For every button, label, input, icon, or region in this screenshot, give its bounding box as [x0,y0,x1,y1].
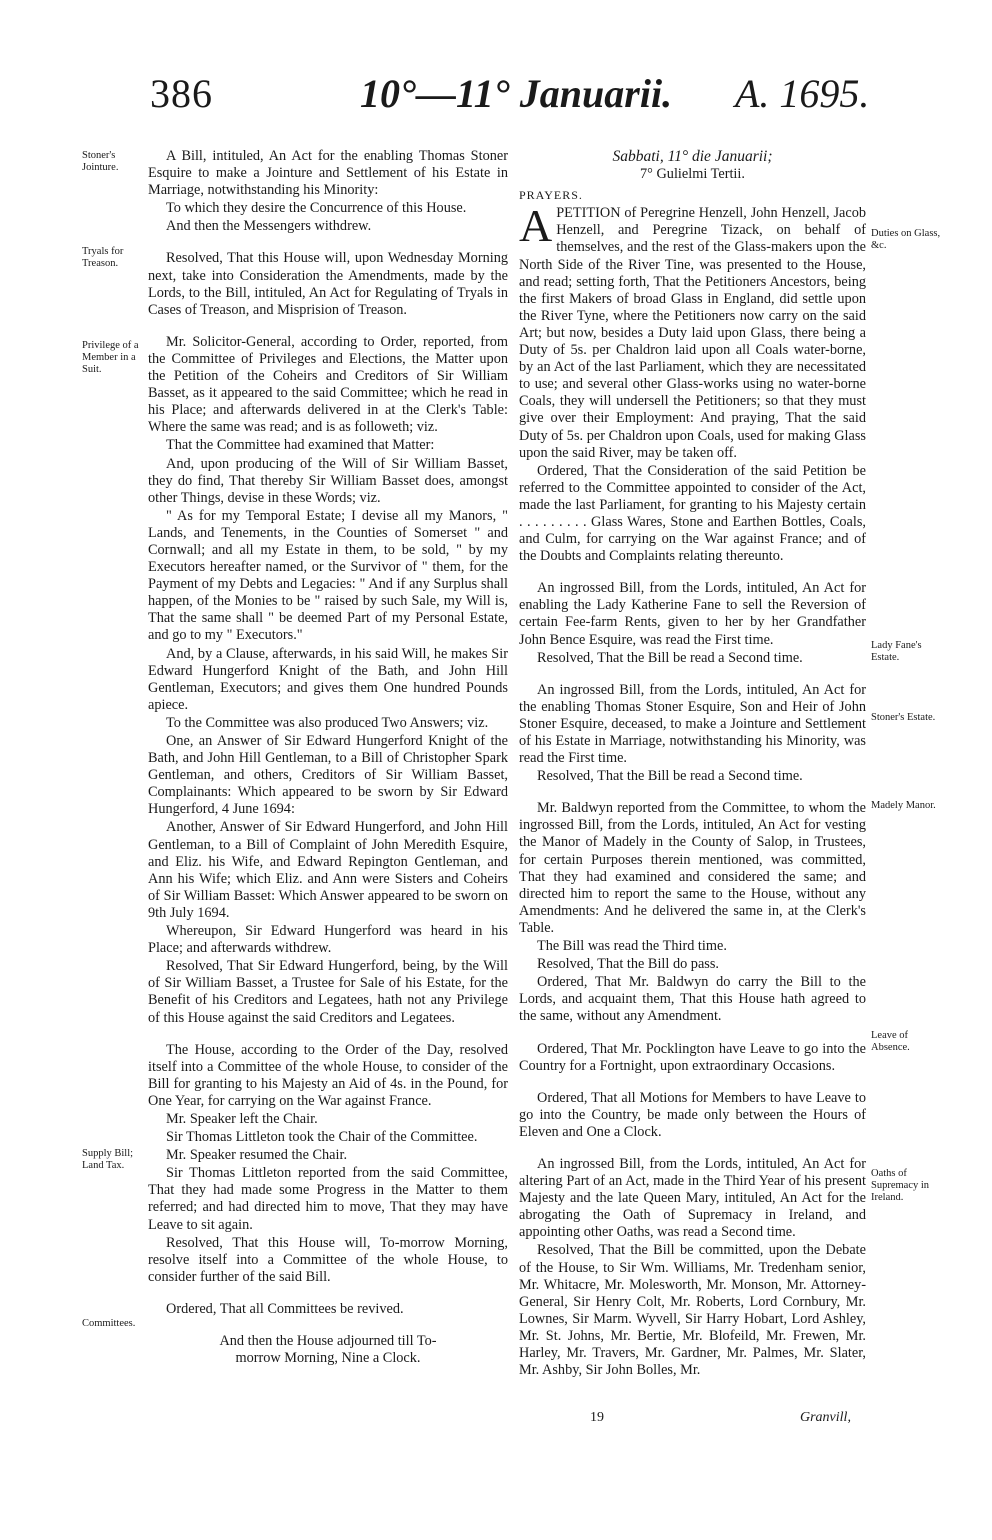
paragraph: Resolved, That the Bill be committed, upon the Debate of the House, to Sir Wm. Williams, Mr. Tredenham senior, Mr. Whitacre, Mr. Molesworth, Mr. Monson, Mr. Attorney-General, Sir Henry Colt, Mr. Roberts, Lord Cornbury, Mr. Lownes, Sir Marm. Wyvell, Sir Harry Hobart, Lord Ashley, Mr. St. Johns, Mr. Bertie, Mr. Blofeild, Mr. Frewen, Mr. Harley, Mr. Travers, Mr. Gardner, Mr. Palmes, Mr. Slater, Mr. Ashby, Sir John Bolles, Mr. [519,1242,866,1379]
regnal-year: 7° Gulielmi Tertii. [640,166,745,183]
left-column [148,148,508,1382]
paragraph: Resolved, That this House will, upon Wednesday Morning next, take into Consideration the Amendments, made by the Lords, to the Bill, intituled, An Act for Regulating of Tryals in Cases of Treason, and Misprision of Treason. [148,250,508,318]
paragraph: Ordered, That Mr. Baldwyn do carry the Bill to the Lords, and acquaint them, That this House hath agreed to the same, without any Amendment. [519,974,866,1025]
paragraph: One, an Answer of Sir Edward Hungerford Knight of the Bath, and John Hill Gentleman, to a Bill of Christopher Spark Gentleman, and others, Creditors of Sir William Basset, Complainants: Which appeared to be sworn by Sir Edward Hungerford, 4 June 1694: [148,733,508,818]
margin-note: Leave of Absence. [871,1030,910,1053]
paragraph: Sir Thomas Littleton took the Chair of the Committee. [166,1129,478,1146]
catchword: Granvill, [800,1410,851,1425]
margin-note: Stoner's Jointure. [82,150,119,173]
margin-note: Stoner's Estate. [871,712,936,723]
paragraph: Mr. Speaker resumed the Chair. [166,1147,348,1164]
paragraph: Resolved, That the Bill be read a Second time. [537,649,803,666]
paragraph: Resolved, That Sir Edward Hungerford, being, by the Will of Sir William Basset, a Trustee for Sale of his Estate, for the Benefit of his Creditors and Legatees, hath not any Privilege of this House against the said Creditors and Legatees. [148,958,508,1026]
paragraph: Mr. Baldwyn reported from the Committee, to whom the ingrossed Bill, from the Lords, intituled, An Act for vesting the Manor of Madely in the County of Salop, in Trustees, for certain Purposes therein mentioned, was committed, That they had examined and considered the same; and directed him to report the same to the House, without any Amendments: And he delivered the same in, at the Clerk's Table. [519,800,866,936]
year: A. 1695. [735,71,870,116]
paragraph: And, upon producing of the Will of Sir William Basset, they do find, That thereby Sir William Basset does, amongst other Things, devise in these Words; viz. [148,455,508,506]
paragraph: Mr. Solicitor-General, according to Order, reported, from the Committee of Privileges and Elections, the Matter upon the Petition of the Coheirs and Creditors of Sir William Basset, as it appeared to the said Committee; which he read in his Place; and afterwards delivered in at the Clerk's Table: Where the same was read; and is as followeth; viz. [148,333,508,436]
margin-note: Tryals for Treason. [82,246,124,269]
paragraph: That the Committee had examined that Matter: [166,437,435,454]
paragraph: APETITION of Peregrine Henzell, John Henzell, Jacob Henzell, and Peregrine Tizack, on behalf of themselves, and the rest of the Glass-makers upon the North Side of the River Tine, was presented to the House, and read; setting forth, That the Petitioners Ancestors, being the first Makers of broad Glass in England, did settle upon the River Tyne, where the Petitioners now carry on the said Art; but now, besides a Duty laid upon Glass, there being a Duty of 5s. per Chaldron laid upon all Coals water-borne, by an Act of the last Parliament, which they are necessitated to use; and several other Glass-works using no water-borne Coals, they will undersell the Petitioners; so that they must give over their Employment: And praying, That the said Duty of 5s. per Chaldron upon Coals, used for making Glass upon the said River, may be taken off. [519,200,866,461]
paragraph: To which they desire the Concurrence of this House. [166,200,467,217]
paragraph: Mr. Speaker left the Chair. [166,1110,318,1127]
margin-note: Committees. [82,1318,136,1329]
adjournment: And then the House adjourned till To-morrow Morning, Nine a Clock. [219,1333,437,1367]
paragraph: The Bill was read the Third time. [537,938,727,955]
page-header [0,70,992,140]
paragraph: Whereupon, Sir Edward Hungerford was heard in his Place; and afterwards withdrew. [148,923,508,957]
paragraph: And then the Messengers withdrew. [166,218,372,235]
paragraph: Resolved, That the Bill do pass. [537,956,720,973]
margin-note: Supply Bill; Land Tax. [82,1148,134,1171]
paragraph: Resolved, That this House will, To-morrow Morning, resolve itself into a Committee of the whole House, to consider further of the said Bill. [148,1234,508,1285]
paragraph: An ingrossed Bill, from the Lords, intituled, An Act for altering Part of an Act, made in the Third Year of his present Majesty and the late Queen Mary, intituled, An Act for the abrogating the Oath of Supremacy in Ireland, and appointing other Oaths, was read a Second time. [519,1155,866,1241]
margin-note: Madely Manor. [871,800,936,811]
drop-cap: A [519,200,553,252]
paragraph: Ordered, That all Motions for Members to have Leave to go into the Country, be made only between the Hours of Eleven and One a Clock. [519,1089,866,1140]
paragraph: Another, Answer of Sir Edward Hungerford, and John Hill Gentleman, to a Bill of Complaint of John Meredith Esquire, and Eliz. his Wife, and Edward Repington Gentleman, and Ann his Wife; which Eliz. and Ann were Sisters and Coheirs of Sir William Basset: Which Answer appeared to be sworn on 9th July 1694. [148,819,508,921]
paragraph: Resolved, That the Bill be read a Second time. [537,768,803,785]
signature-mark: 19 [590,1410,604,1425]
paragraph: An ingrossed Bill, from the Lords, intituled, An Act for enabling the Lady Katherine Fane to sell the Reversion of certain Fee-farm Rents, given to her by her Grandfather John Bence Esquire, was read the First time. [519,580,866,648]
prayers-heading: PRAYERS. [519,188,583,203]
right-column [519,148,866,1394]
margin-note: Privilege of a Member in a Suit. [82,340,139,375]
quotation: " As for my Temporal Estate; I devise all my Manors, " Lands, and Tenements, in the Counties of Somerset " and Cornwall; and all my Estate in them, to be sold, " by my Executors hereafter named, or the Survivor of " them, for the Payment of my Debts and Legacies: " And if any Surplus shall happen, of the Monies to be " raised by such Sale, my Will is, That the same shall " be deemed Part of my Personal Estate, and go to my " Executors." [148,507,508,644]
margin-note: Duties on Glass, &c. [871,228,941,251]
paragraph: Ordered, That the Consideration of the said Petition be referred to the Committee appointed to consider of the Act, made the last Parliament, for granting to his Majesty certain . . . . . . . . . Glass Wares, Stone and Earthen Bottles, Coals, and Culm, for carrying on the War against France; and of the Doubts and Complaints relating thereunto. [519,462,866,565]
running-title: 10°—11° Januarii. [360,71,673,116]
paragraph: A Bill, intituled, An Act for the enabling Thomas Stoner Esquire to make a Jointure and Settlement of his Estate in Marriage, notwithstanding his Minority: [148,148,508,199]
page-number: 386 [150,71,213,116]
paragraph: Ordered, That all Committees be revived. [166,1300,404,1317]
margin-note: Lady Fane's Estate. [871,640,922,663]
paragraph: The House, according to the Order of the Day, resolved itself into a Committee of the whole House, to consider of the Bill for granting to his Majesty an Aid of 4s. in the Pound, for One Year, for carrying on the War against France. [148,1041,508,1109]
paragraph: An ingrossed Bill, from the Lords, intituled, An Act for the enabling Thomas Stoner Esquire, Son and Heir of John Stoner Esquire, deceased, to make a Jointure and Settlement of his Estate in Marriage, notwithstanding his Minority, was read the First time. [519,681,866,767]
paragraph: Ordered, That Mr. Pocklington have Leave to go into the Country for a Fortnight, upon extraordinary Occasions. [519,1040,866,1074]
day-heading: Sabbati, 11° die Januarii; [612,148,773,165]
margin-note: Oaths of Supremacy in Ireland. [871,1168,930,1203]
paragraph: Sir Thomas Littleton reported from the said Committee, That they had made some Progress in the Matter to them referred; and had directed him to move, That they may have Leave to sit again. [148,1165,508,1233]
paragraph: And, by a Clause, afterwards, in his said Will, he makes Sir Edward Hungerford Knight of the Bath, and John Hill Gentleman, Executors; and gives them One hundred Pounds apiece. [148,645,508,713]
paragraph: To the Committee was also produced Two Answers; viz. [166,714,489,731]
